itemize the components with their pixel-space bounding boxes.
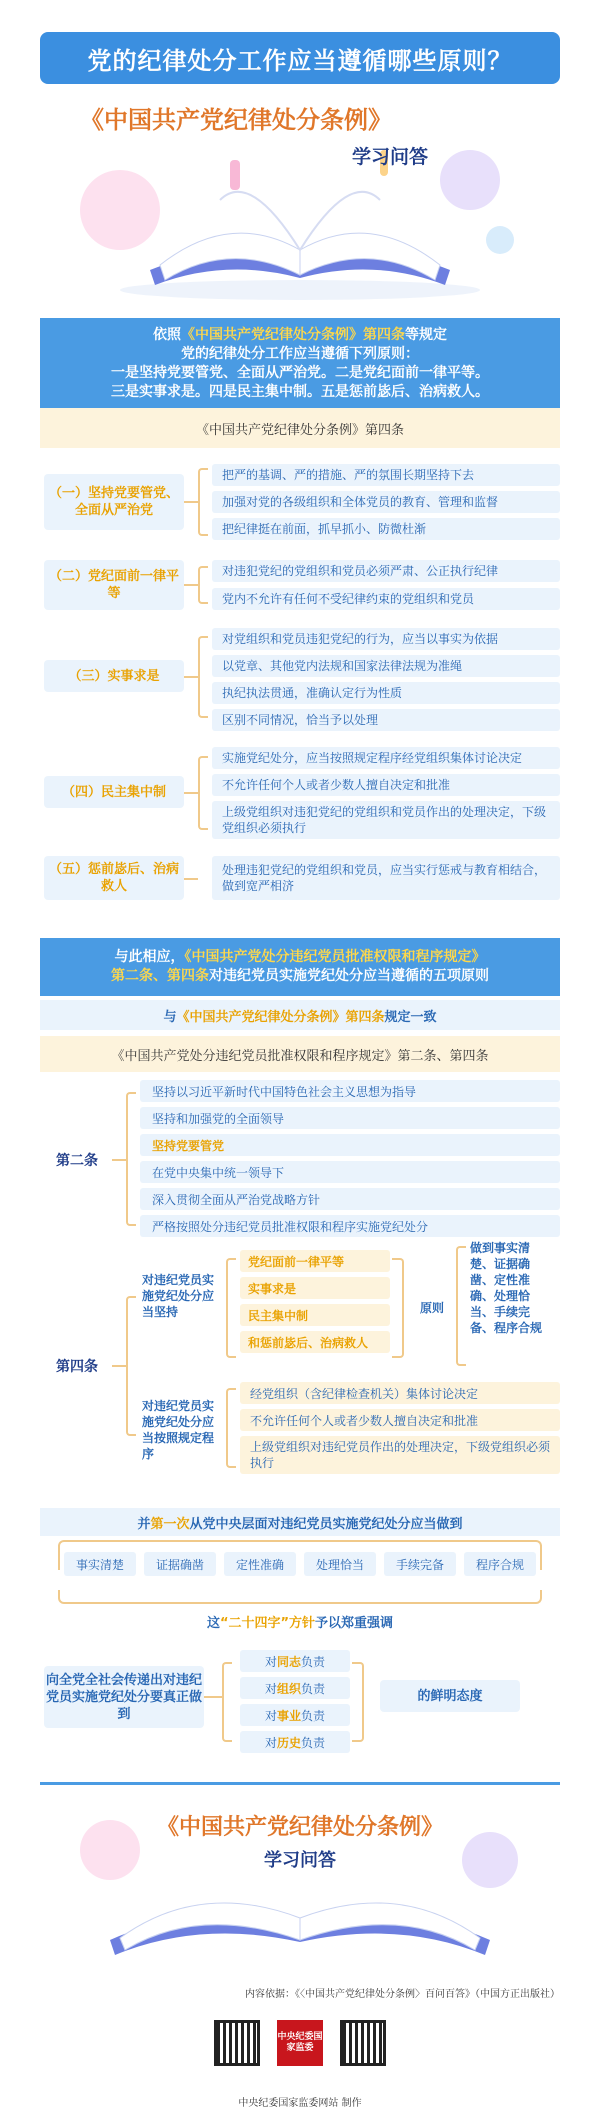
bracket	[222, 1662, 232, 1742]
intro-line4: 三是实事求是。四是民主集中制。五是惩前毖后、治病救人。	[111, 384, 489, 400]
principle-4-label: （四）民主集中制	[44, 776, 184, 808]
principle-4-item: 不允许任何个人或者少数人擅自决定和批准	[212, 774, 560, 796]
article-4-principle-label: 原则	[420, 1301, 445, 1315]
connector	[184, 676, 198, 678]
source-reference-2: 《中国共产党处分违纪党员批准权限和程序规定》第二条、第四条	[40, 1036, 560, 1072]
article-2-label: 第二条	[56, 1153, 98, 1169]
intro-banner	[40, 318, 560, 408]
footer-subtitle: 学习问答	[264, 1850, 336, 1871]
principle-5-item: 处理违犯党纪的党组织和党员，应当实行惩戒与教育相结合，做到宽严相济	[212, 856, 560, 900]
principle-2-item: 对违犯党纪的党组织和党员必须严肃、公正执行纪律	[212, 560, 560, 582]
responsibility-chip: 对 同志 负责	[240, 1650, 350, 1672]
consistent-note: 与 《中国共产党纪律处分条例》第四条 规定一致	[40, 1000, 560, 1030]
qr-code-icon	[340, 2020, 386, 2066]
bracket	[226, 1388, 236, 1468]
principle-1-item: 把严的基调、严的措施、严的氛围长期坚持下去	[212, 464, 560, 486]
banner2-line2-highlight: 第二条、第四条	[111, 968, 209, 984]
principle-2-label: （二）党纪面前一律平等	[44, 560, 184, 610]
footer-book-title: 《中国共产党纪律处分条例》	[156, 1815, 443, 1840]
principle-1-item: 加强对党的各级组织和全体党员的教育、管理和监督	[212, 491, 560, 513]
connector	[184, 501, 198, 503]
banner2-line2-b: 对违纪党员实施党纪处分应当遵循的五项原则	[209, 968, 489, 984]
connector	[184, 792, 198, 794]
article-4-group2-item: 上级党组织对违纪党员作出的处理决定，下级党组织必须执行	[240, 1436, 560, 1474]
principle-5-label: （五）惩前毖后、治病救人	[44, 856, 184, 900]
bracket	[226, 1258, 236, 1358]
policy-note: 这“二十四字”方针予以郑重强调	[206, 1616, 394, 1631]
principle-2-item: 党内不允许有任何不受纪律约束的党组织和党员	[212, 588, 560, 610]
connector	[112, 1159, 126, 1161]
bracket	[456, 1246, 466, 1366]
article-4-group1-item: 党纪面前一律平等	[240, 1250, 390, 1272]
cc-logo: 中央纪委国家监委	[277, 2020, 323, 2066]
principle-4-item: 实施党纪处分，应当按照规定程序经党组织集体讨论决定	[212, 747, 560, 769]
responsibility-chip: 对 组织 负责	[240, 1677, 350, 1699]
intro-line1-highlight: 《中国共产党纪律处分条例》第四条	[181, 327, 405, 343]
bracket	[352, 1662, 364, 1742]
article-2-item: 坚持以习近平新时代中国特色社会主义思想为指导	[140, 1080, 560, 1102]
article-4-group1-item: 民主集中制	[240, 1304, 390, 1326]
article-2-item: 在党中央集中统一领导下	[140, 1161, 560, 1183]
article-2-item: 坚持党要管党	[140, 1134, 560, 1156]
principle-1-item: 把纪律挺在前面，抓早抓小、防微杜渐	[212, 518, 560, 540]
page-title: 党的纪律处分工作应当遵循哪些原则？	[40, 32, 560, 84]
banner2-line1-highlight: 《中国共产党处分违纪党员批准权限和程序规定》	[184, 949, 486, 965]
bracket	[58, 1590, 542, 1604]
principle-3-item: 区别不同情况，恰当予以处理	[212, 709, 560, 731]
article-2-item: 坚持和加强党的全面领导	[140, 1107, 560, 1129]
principle-3-item: 执纪执法贯通，准确认定行为性质	[212, 682, 560, 704]
content-source-note: 内容依据：《〈中国共产党纪律处分条例〉百问百答》（中国方正出版社）	[245, 1989, 560, 2000]
divider	[40, 1782, 560, 1785]
principle-3-label: （三）实事求是	[44, 660, 184, 692]
responsibility-chip: 对 事业 负责	[240, 1704, 350, 1726]
article-4-group1-item: 和惩前毖后、治病救人	[240, 1331, 390, 1353]
hero-subtitle: 学习问答	[352, 146, 429, 168]
article-4-group2-label: 对违纪党员实施党纪处分应当按照规定程序	[142, 1399, 215, 1461]
banner2-line1-a: 与此相应，	[114, 949, 185, 965]
bracket	[198, 636, 208, 718]
principle-3-item: 以党章、其他党内法规和国家法律法规为准绳	[212, 655, 560, 677]
article-4-label: 第四条	[56, 1359, 98, 1375]
responsibility-chip: 对 历史 负责	[240, 1731, 350, 1753]
point-chip: 证据确凿	[144, 1552, 216, 1576]
intro-line1-b: 等规定	[405, 327, 447, 343]
connector	[112, 1365, 126, 1367]
intro-line3: 一是坚持党要管党、全面从严治党。二是党纪面前一律平等。	[111, 365, 489, 381]
article-4-principle-text: 做到事实清楚、证据确凿、定性准确、处理恰当、手续完备、程序合规	[470, 1241, 543, 1335]
bracket	[126, 1296, 136, 1436]
article-4-group1-label: 对违纪党员实施党纪处分应当坚持	[142, 1273, 215, 1319]
bracket	[198, 468, 208, 536]
point-chip: 处理恰当	[304, 1552, 376, 1576]
credit-line: 中央纪委国家监委网站 制作	[238, 2098, 362, 2109]
intro-line1-a: 依照	[153, 327, 181, 343]
connector	[184, 878, 198, 880]
bracket	[198, 756, 208, 830]
bracket	[126, 1092, 136, 1226]
article-2-item: 严格按照处分违纪党员批准权限和程序实施党纪处分	[140, 1215, 560, 1237]
point-chip: 手续完备	[384, 1552, 456, 1576]
principle-3-item: 对党组织和党员违犯党纪的行为，应当以事实为依据	[212, 628, 560, 650]
bracket	[392, 1258, 404, 1358]
principle-1-label: （一）坚持党要管党、全面从严治党	[44, 474, 184, 530]
first-time-note: 并 第一次 从党中央层面对违纪党员实施党纪处分 应当做到	[40, 1508, 560, 1536]
article-4-group2-item: 不允许任何个人或者少数人擅自决定和批准	[240, 1409, 560, 1431]
society-left: 向全党全社会传递出对违纪党员实施党纪处分要真正做到	[44, 1666, 204, 1728]
intro-line2: 党的纪律处分工作应当遵循下列原则：	[181, 346, 419, 362]
connector	[204, 1696, 222, 1698]
society-right: 的鲜明态度	[380, 1680, 520, 1712]
point-chip: 定性准确	[224, 1552, 296, 1576]
article-2-item: 深入贯彻全面从严治党战略方针	[140, 1188, 560, 1210]
connector	[184, 584, 198, 586]
article-4-group1-item: 实事求是	[240, 1277, 390, 1299]
regulation-banner	[40, 938, 560, 996]
point-chip: 事实清楚	[64, 1552, 136, 1576]
hero-book-title: 《中国共产党纪律处分条例》	[80, 106, 392, 134]
point-chip: 程序合规	[464, 1552, 536, 1576]
qr-code-icon	[214, 2020, 260, 2066]
principle-4-item: 上级党组织对违犯党纪的党组织和党员作出的处理决定，下级党组织必须执行	[212, 801, 560, 839]
article-4-group2-item: 经党组织（含纪律检查机关）集体讨论决定	[240, 1382, 560, 1404]
source-reference-1: 《中国共产党纪律处分条例》第四条	[40, 408, 560, 448]
bracket	[198, 566, 208, 604]
